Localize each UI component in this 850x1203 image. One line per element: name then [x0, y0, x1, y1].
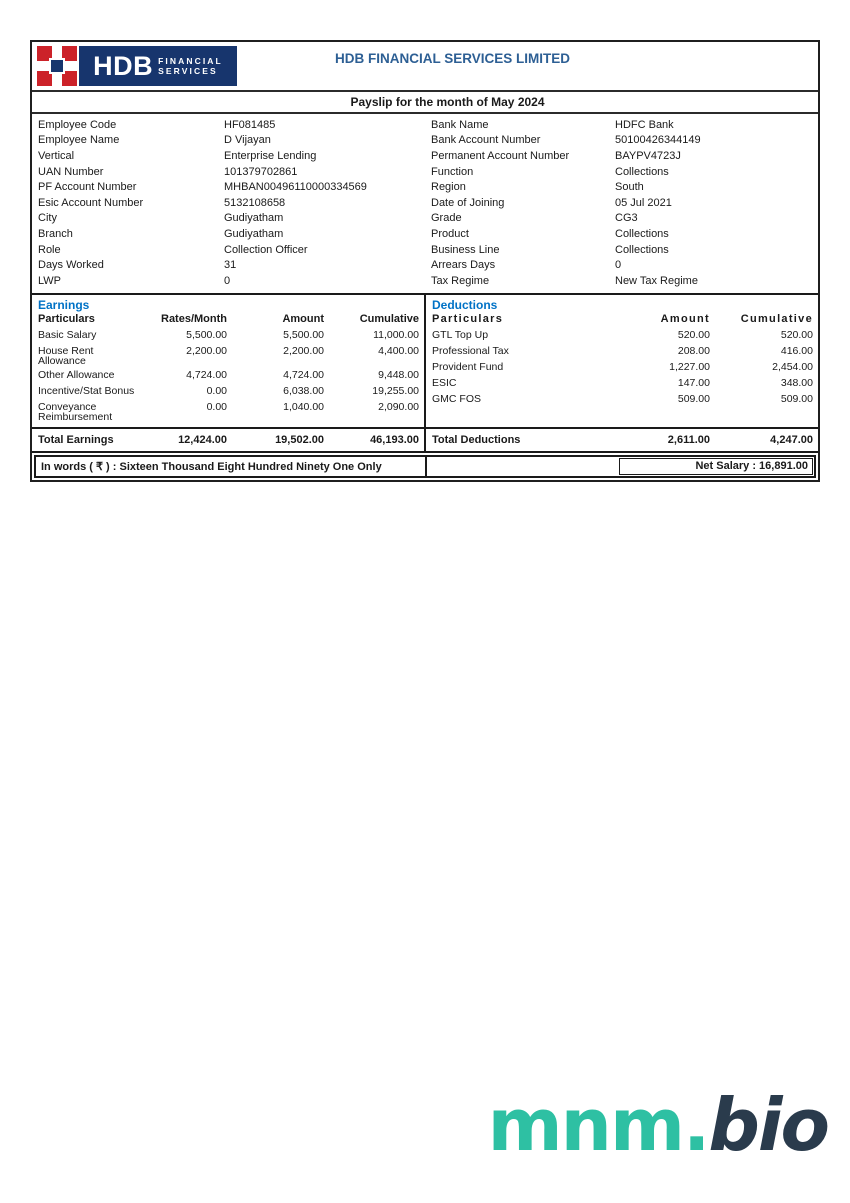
details-right-column — [425, 117, 818, 289]
detail-label: Bank Name — [431, 118, 489, 131]
detail-row — [32, 164, 425, 180]
detail-value: Collections — [615, 243, 669, 256]
detail-row — [32, 211, 425, 227]
detail-value: 05 Jul 2021 — [615, 196, 672, 209]
amount-in-words: In words ( ₹ ) : Sixteen Thousand Eight Hundred Ninety One Only — [36, 457, 427, 476]
detail-value: HDFC Bank — [615, 118, 674, 131]
detail-label: Tax Regime — [431, 274, 490, 287]
detail-label: City — [38, 212, 57, 225]
detail-row — [425, 164, 818, 180]
payslip-document — [30, 40, 820, 482]
earnings-header-row — [32, 313, 424, 329]
detail-value: New Tax Regime — [615, 274, 698, 287]
detail-row — [425, 133, 818, 149]
detail-row — [425, 242, 818, 258]
detail-row — [32, 179, 425, 195]
detail-value: BAYPV4723J — [615, 149, 681, 162]
detail-value: 0 — [615, 259, 622, 272]
detail-row — [32, 257, 425, 273]
detail-value: HF081485 — [224, 118, 276, 131]
earnings-row: Conveyance Reimbursement 0.00 1,040.00 2,090.00 — [38, 400, 419, 424]
detail-value: 0 — [224, 274, 231, 287]
detail-row — [32, 117, 425, 133]
detail-label: Product — [431, 227, 469, 240]
detail-value: Gudiyatham — [224, 212, 284, 225]
payslip-header — [32, 42, 818, 92]
detail-value: MHBAN00496110000334569 — [224, 181, 367, 194]
column-header: Cumulative — [740, 312, 813, 325]
detail-label: Date of Joining — [431, 196, 505, 209]
mnm-bio-watermark — [487, 1083, 828, 1167]
watermark-mnm: mnm. — [487, 1083, 709, 1167]
logo-sub-text: FINANCIAL SERVICES — [158, 55, 223, 76]
column-header: Amount — [660, 312, 710, 325]
detail-value: Collection Officer — [224, 243, 308, 256]
detail-value: 101379702861 — [224, 165, 298, 178]
earnings-row: Other Allowance 4,724.00 4,724.00 9,448.00 — [38, 368, 419, 381]
detail-value: 5132108658 — [224, 196, 286, 209]
earnings-row: Basic Salary 5,500.00 5,500.00 11,000.00 — [38, 328, 419, 341]
detail-label: Branch — [38, 227, 73, 240]
detail-row — [425, 148, 818, 164]
deductions-table — [426, 295, 818, 451]
detail-value: 31 — [224, 259, 237, 272]
net-salary: Net Salary : 16,891.00 — [619, 458, 813, 475]
detail-value: Enterprise Lending — [224, 149, 317, 162]
detail-row — [425, 179, 818, 195]
detail-row — [32, 148, 425, 164]
detail-label: Role — [38, 243, 61, 256]
deduction-row: Provident Fund 1,227.00 2,454.00 — [432, 360, 813, 373]
earnings-table — [32, 295, 426, 451]
earnings-deductions-section — [32, 295, 818, 453]
detail-row — [425, 211, 818, 227]
deductions-section-title: Deductions — [432, 297, 498, 312]
logo-main-text: HDB — [93, 50, 154, 81]
details-left-column — [32, 117, 425, 289]
earnings-row: House Rent Allowance 2,200.00 2,200.00 4,400.00 — [38, 344, 419, 368]
column-header: Cumulative — [359, 312, 419, 325]
employee-details — [32, 114, 818, 295]
detail-label: Permanent Account Number — [431, 149, 570, 162]
deduction-row: Professional Tax 208.00 416.00 — [432, 344, 813, 357]
detail-label: Days Worked — [38, 259, 104, 272]
detail-row — [425, 273, 818, 289]
detail-label: Bank Account Number — [431, 134, 541, 147]
detail-label: Vertical — [38, 149, 75, 162]
detail-label: Arrears Days — [431, 259, 496, 272]
detail-row — [32, 226, 425, 242]
earnings-section-title: Earnings — [38, 297, 90, 312]
detail-label: UAN Number — [38, 165, 104, 178]
deduction-row: ESIC 147.00 348.00 — [432, 376, 813, 389]
detail-row — [425, 117, 818, 133]
net-salary-cell — [427, 457, 814, 476]
detail-label: Esic Account Number — [38, 196, 144, 209]
detail-row — [425, 257, 818, 273]
detail-label: Business Line — [431, 243, 500, 256]
detail-value: Gudiyatham — [224, 227, 284, 240]
company-name: HDB FINANCIAL SERVICES LIMITED — [334, 51, 571, 66]
payslip-title: Payslip for the month of May 2024 — [32, 92, 818, 114]
detail-label: Employee Name — [38, 134, 120, 147]
detail-value: D Vijayan — [224, 134, 271, 147]
detail-label: Grade — [431, 212, 462, 225]
total-earnings-row: Total Earnings 12,424.00 19,502.00 46,193.00 — [32, 427, 424, 451]
column-header: Particulars — [432, 312, 504, 325]
detail-row — [32, 133, 425, 149]
detail-label: Employee Code — [38, 118, 117, 131]
detail-value: Collections — [615, 227, 669, 240]
detail-value: Collections — [615, 165, 669, 178]
detail-row — [425, 226, 818, 242]
watermark-bio: bio — [708, 1083, 828, 1167]
detail-label: LWP — [38, 274, 62, 287]
column-header: Particulars — [38, 312, 95, 325]
detail-label: PF Account Number — [38, 181, 137, 194]
column-header: Amount — [282, 312, 324, 325]
deduction-row: GTL Top Up 520.00 520.00 — [432, 328, 813, 341]
summary-row — [34, 455, 816, 478]
column-header: Rates/Month — [161, 312, 227, 325]
detail-label: Region — [431, 181, 466, 194]
total-deductions-row: Total Deductions 2,611.00 4,247.00 — [426, 427, 818, 451]
detail-value: CG3 — [615, 212, 638, 225]
detail-value: South — [615, 181, 644, 194]
deductions-header-row — [426, 313, 818, 329]
deduction-row: GMC FOS 509.00 509.00 — [432, 392, 813, 405]
detail-row — [32, 242, 425, 258]
detail-row — [32, 195, 425, 211]
detail-row — [32, 273, 425, 289]
detail-row — [425, 195, 818, 211]
detail-value: 50100426344149 — [615, 134, 701, 147]
detail-label: Function — [431, 165, 474, 178]
earnings-row: Incentive/Stat Bonus 0.00 6,038.00 19,255.00 — [38, 384, 419, 397]
